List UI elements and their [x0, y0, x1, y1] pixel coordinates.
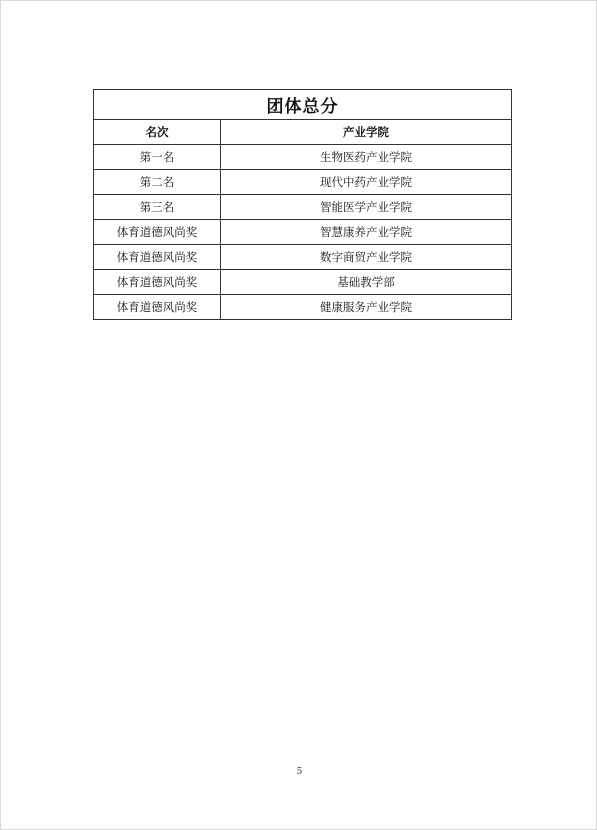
college-cell: 智慧康养产业学院 — [221, 220, 512, 245]
table-title-row — [94, 90, 512, 120]
college-cell: 智能医学产业学院 — [221, 195, 512, 220]
team-score-table — [93, 89, 512, 320]
table-row — [94, 220, 512, 245]
column-header-rank: 名次 — [94, 120, 221, 145]
college-cell: 健康服务产业学院 — [221, 295, 512, 320]
rank-cell: 体育道德风尚奖 — [94, 270, 221, 295]
rank-cell: 第二名 — [94, 170, 221, 195]
column-header-college: 产业学院 — [221, 120, 512, 145]
rank-cell: 体育道德风尚奖 — [94, 245, 221, 270]
rank-cell: 体育道德风尚奖 — [94, 220, 221, 245]
table-title: 团体总分 — [94, 90, 512, 120]
page-number: 5 — [296, 767, 303, 777]
rank-cell: 体育道德风尚奖 — [94, 295, 221, 320]
rank-cell: 第三名 — [94, 195, 221, 220]
table-row — [94, 170, 512, 195]
college-cell: 现代中药产业学院 — [221, 170, 512, 195]
college-cell: 生物医药产业学院 — [221, 145, 512, 170]
college-cell: 数字商贸产业学院 — [221, 245, 512, 270]
table-header-row — [94, 120, 512, 145]
rank-cell: 第一名 — [94, 145, 221, 170]
table-row — [94, 295, 512, 320]
college-cell: 基础教学部 — [221, 270, 512, 295]
table-row — [94, 195, 512, 220]
table-row — [94, 270, 512, 295]
table-row — [94, 245, 512, 270]
table-row — [94, 145, 512, 170]
